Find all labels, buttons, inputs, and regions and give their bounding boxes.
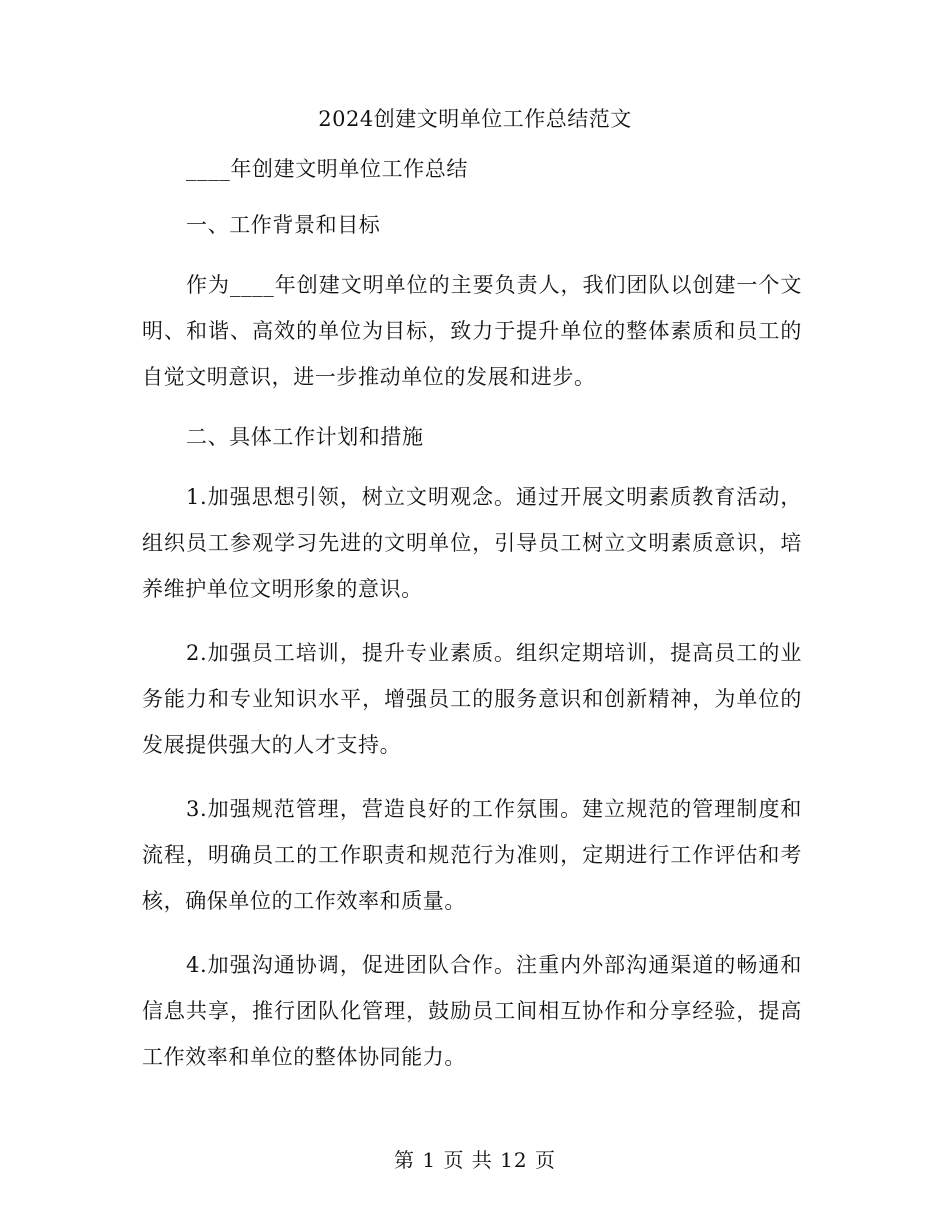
page-number-footer: 第 1 页 共 12 页 (394, 1148, 556, 1172)
section-1-heading: 一、工作背景和目标 (186, 213, 381, 237)
section-1-paragraph: 作为____年创建文明单位的主要负责人，我们团队以创建一个文明、和谐、高效的单位为目标，致力于提升单位的整体素质和员工的自觉文明意识，进一步推动单位的发展和进步。 (142, 273, 802, 389)
section-2-item-2: 2.加强员工培训，提升专业素质。组织定期培训，提高员工的业务能力和专业知识水平，增强员工的服务意识和创新精神，为单位的发展提供强大的人才支持。 (142, 641, 802, 757)
section-2-item-1: 1.加强思想引领，树立文明观念。通过开展文明素质教育活动，组织员工参观学习先进的文明单位，引导员工树立文明素质意识，培养维护单位文明形象的意识。 (142, 485, 802, 601)
section-2-item-3: 3.加强规范管理，营造良好的工作氛围。建立规范的管理制度和流程，明确员工的工作职责和规范行为准则，定期进行工作评估和考核，确保单位的工作效率和质量。 (142, 797, 802, 913)
document-subtitle: ____年创建文明单位工作总结 (186, 157, 468, 181)
document-body (142, 150, 802, 1098)
document-title: 2024创建文明单位工作总结范文 (318, 107, 632, 131)
section-2-item-4: 4.加强沟通协调，促进团队合作。注重内外部沟通渠道的畅通和信息共享，推行团队化管理，鼓励员工间相互协作和分享经验，提高工作效率和单位的整体协同能力。 (142, 953, 802, 1069)
section-2-heading: 二、具体工作计划和措施 (186, 425, 424, 449)
